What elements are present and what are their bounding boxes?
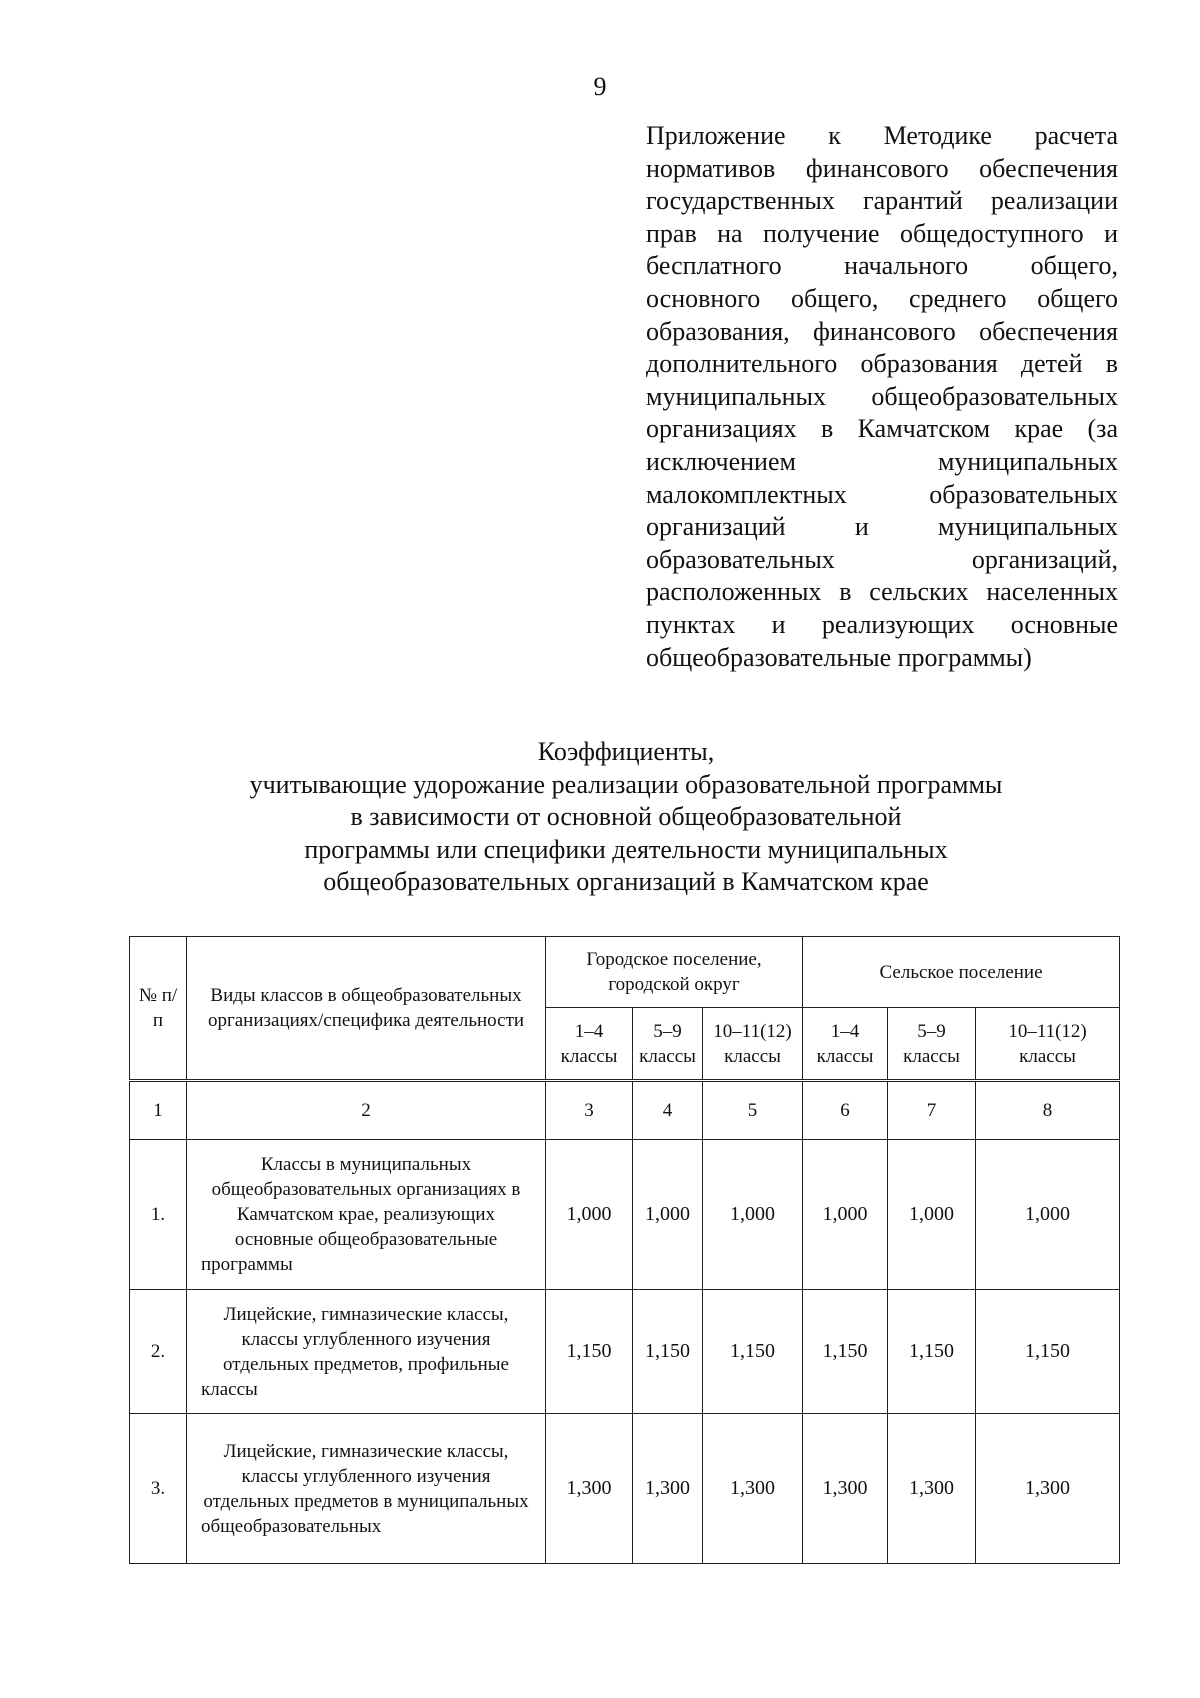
coefficient-value: 1,300	[633, 1414, 703, 1564]
coefficient-value: 1,300	[803, 1414, 888, 1564]
coefficient-value: 1,000	[976, 1140, 1120, 1290]
coefficient-value: 1,000	[703, 1140, 803, 1290]
title-line: программы или специфики деятельности муниципальных	[304, 834, 948, 864]
coefficient-value: 1,150	[888, 1290, 976, 1414]
coefficient-value: 1,300	[546, 1414, 633, 1564]
column-number-row	[130, 1081, 1120, 1140]
coefficient-value: 1,000	[633, 1140, 703, 1290]
title-line: общеобразовательных организаций в Камчатском крае	[323, 867, 929, 897]
subheader-cell: 1–4 классы	[546, 1008, 633, 1081]
subheader-cell: 5–9 классы	[888, 1008, 976, 1081]
column-number: 2	[187, 1081, 546, 1140]
column-number: 7	[888, 1081, 976, 1140]
title-line: Коэффициенты,	[537, 737, 715, 766]
coefficient-value: 1,300	[888, 1414, 976, 1564]
row-number: 3.	[130, 1414, 187, 1564]
header-urban: Городское поселение, городской округ	[546, 937, 803, 1008]
coefficient-value: 1,300	[703, 1414, 803, 1564]
coefficient-value: 1,300	[976, 1414, 1120, 1564]
table-row	[130, 1140, 1120, 1290]
table-row	[130, 1414, 1120, 1564]
coefficient-value: 1,150	[546, 1290, 633, 1414]
row-number: 2.	[130, 1290, 187, 1414]
page-number: 9	[593, 72, 607, 101]
row-description: Классы в муниципальных общеобразовательных организациях в Камчатском крае, реализующих основные общеобразовательные программы	[187, 1140, 546, 1290]
coefficient-value: 1,150	[803, 1290, 888, 1414]
row-description: Лицейские, гимназические классы, классы углубленного изучения отдельных предметов, профильные классы	[187, 1290, 546, 1414]
table-row	[130, 1290, 1120, 1414]
header-num: № п/п	[130, 937, 187, 1081]
subheader-cell: 10–11(12) классы	[976, 1008, 1120, 1081]
subheader-cell: 10–11(12) классы	[703, 1008, 803, 1081]
column-number: 8	[976, 1081, 1120, 1140]
coefficient-value: 1,150	[633, 1290, 703, 1414]
header-kind: Виды классов в общеобразовательных организациях/специфика деятельности	[187, 937, 546, 1081]
column-number: 4	[633, 1081, 703, 1140]
subheader-cell: 5–9 классы	[633, 1008, 703, 1081]
coefficient-value: 1,000	[888, 1140, 976, 1290]
coefficient-value: 1,150	[976, 1290, 1120, 1414]
column-number: 3	[546, 1081, 633, 1140]
row-description: Лицейские, гимназические классы, классы углубленного изучения отдельных предметов в муниципальных общеобразовательных	[187, 1414, 546, 1564]
title-line: учитывающие удорожание реализации образовательной программы	[249, 769, 1003, 799]
column-number: 5	[703, 1081, 803, 1140]
document-title	[0, 736, 1200, 899]
subheader-cell: 1–4 классы	[803, 1008, 888, 1081]
coefficient-value: 1,000	[546, 1140, 633, 1290]
title-line: в зависимости от основной общеобразовательной	[350, 802, 902, 832]
coefficient-value: 1,000	[803, 1140, 888, 1290]
column-number: 6	[803, 1081, 888, 1140]
column-number: 1	[130, 1081, 187, 1140]
coefficient-value: 1,150	[703, 1290, 803, 1414]
coefficients-table	[129, 936, 1120, 1564]
appendix-note: Приложение к Методике расчета нормативов финансового обеспечения государственных гарантий реализации прав на получение общедоступного и бесплатного начального общего, основного общего, среднего общего образования, финансового обеспечения дополнительного образования детей в муниципальных общеобразовательных организациях в Камчатском крае (за исключением муниципальных малокомплектных образовательных организаций и муниципальных образовательных организаций, расположенных в сельских населенных пунктах и реализующих основные общеобразовательные программы)	[646, 121, 1118, 672]
header-rural: Сельское поселение	[803, 937, 1120, 1008]
row-number: 1.	[130, 1140, 187, 1290]
